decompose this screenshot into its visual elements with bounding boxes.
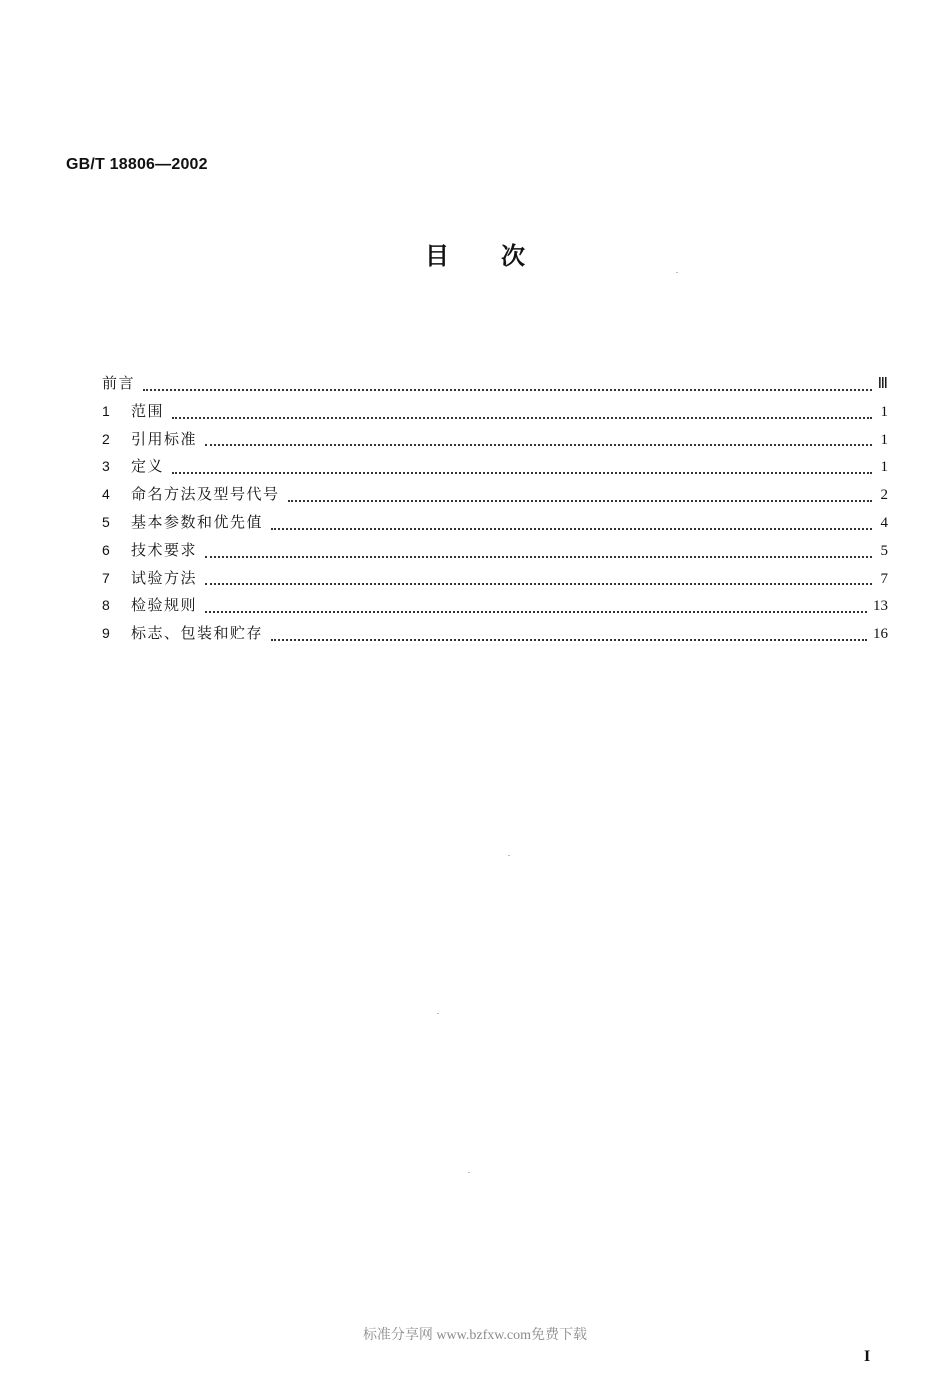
toc-entry-number: 5 [102, 513, 110, 530]
dot-leader [288, 484, 872, 502]
toc-entry-number: 8 [102, 597, 110, 614]
toc-entry-label: 试验方法 [131, 568, 198, 587]
toc-entry-page: 1 [880, 431, 888, 448]
toc-entry-test-methods[interactable] [102, 565, 888, 593]
toc-entry-number: 6 [102, 541, 110, 558]
dot-leader [205, 428, 872, 446]
toc-entry-page: 1 [880, 459, 888, 476]
dot-leader [205, 567, 872, 585]
toc-entry-references[interactable] [102, 426, 888, 454]
toc-entry-page: 7 [880, 570, 888, 587]
standard-number: GB/T 18806—2002 [66, 156, 208, 173]
page-number: I [864, 1348, 871, 1365]
toc-entry-definitions[interactable] [102, 453, 888, 481]
scan-speck [508, 855, 510, 856]
toc-entry-number: 7 [102, 569, 110, 586]
toc-entry-label: 定义 [131, 457, 165, 476]
toc-entry-page: 4 [880, 514, 888, 531]
toc-entry-label: 标志、包装和贮存 [131, 624, 264, 643]
toc-entry-page: 1 [880, 403, 888, 420]
toc-entry-page: 13 [873, 598, 888, 615]
toc-entry-page: Ⅲ [877, 376, 888, 392]
toc-entry-naming[interactable] [102, 481, 888, 509]
toc-entry-page: 2 [880, 487, 888, 504]
toc-entry-label: 检验规则 [131, 596, 198, 615]
footer-watermark: 标准分享网 www.bzfxw.com免费下载 [362, 1328, 588, 1343]
dot-leader [172, 401, 872, 419]
dot-leader [172, 456, 872, 474]
scan-speck [437, 1013, 439, 1014]
toc-entry-label: 引用标准 [131, 429, 198, 448]
toc-entry-preface[interactable] [102, 370, 888, 398]
toc-entry-scope[interactable] [102, 398, 888, 426]
toc-entry-number: 1 [102, 402, 110, 419]
page-title: 目次 [425, 242, 577, 270]
toc-entry-label: 范围 [131, 401, 165, 420]
toc-entry-parameters[interactable] [102, 509, 888, 537]
dot-leader [271, 512, 872, 530]
toc-entry-label: 基本参数和优先值 [131, 512, 264, 531]
toc-entry-requirements[interactable] [102, 537, 888, 565]
toc-entry-label: 技术要求 [131, 540, 198, 559]
toc-entry-marking[interactable] [102, 620, 888, 648]
toc-entry-page: 5 [880, 542, 888, 559]
dot-leader [205, 540, 872, 558]
toc-entry-inspection[interactable] [102, 592, 888, 620]
scan-speck [676, 272, 678, 273]
toc-entry-number: 2 [102, 430, 110, 447]
table-of-contents [102, 370, 888, 648]
toc-entry-page: 16 [873, 626, 888, 643]
toc-entry-label: 前言 [102, 374, 136, 392]
dot-leader [205, 595, 867, 613]
dot-leader [271, 623, 867, 641]
dot-leader [143, 373, 872, 391]
toc-entry-label: 命名方法及型号代号 [131, 485, 280, 504]
toc-entry-number: 9 [102, 625, 110, 642]
scan-speck [468, 1172, 470, 1173]
toc-entry-number: 4 [102, 486, 110, 503]
toc-entry-number: 3 [102, 458, 110, 475]
